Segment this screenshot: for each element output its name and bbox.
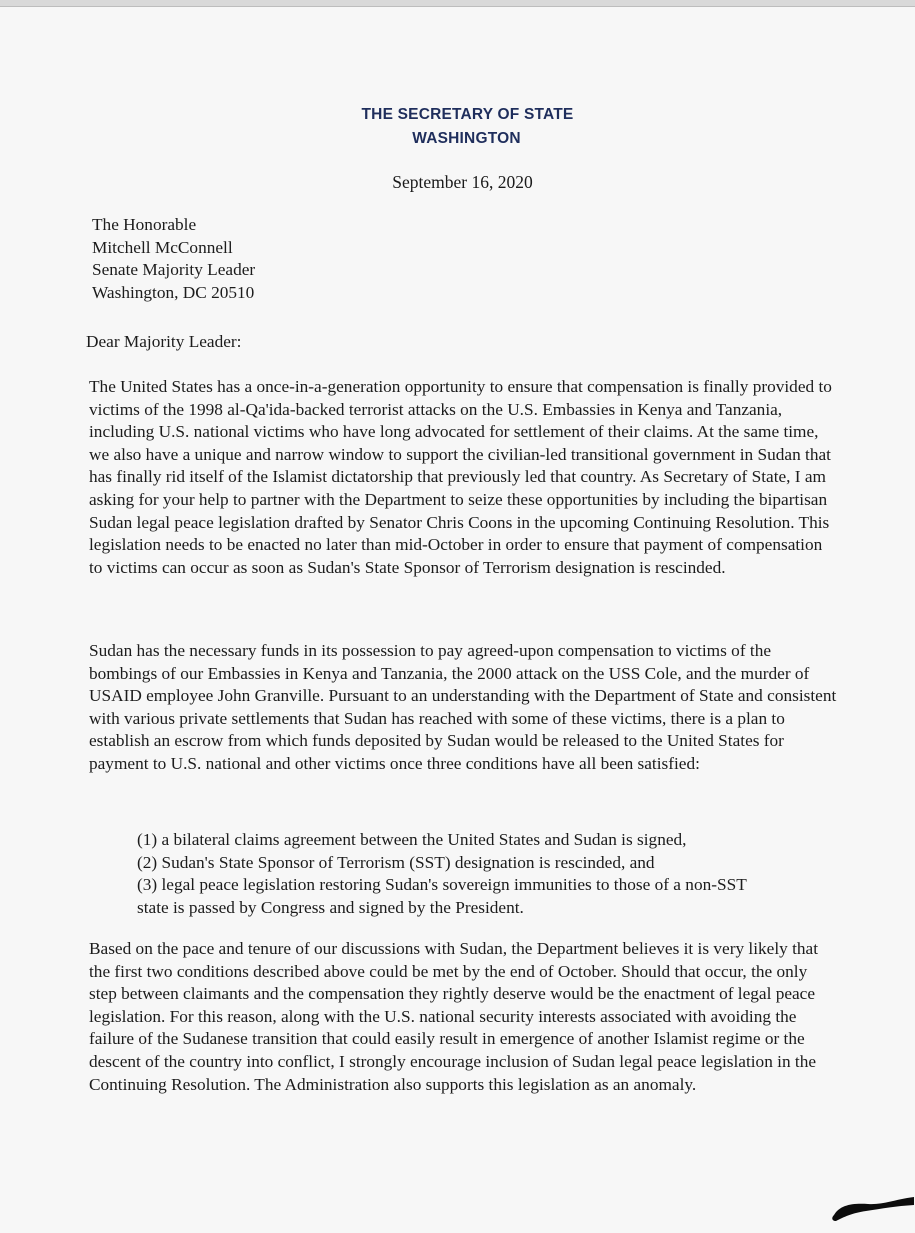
address-line: Senate Majority Leader <box>92 260 256 280</box>
condition-item: (3) legal peace legislation restoring Sudan's sovereign immunities to those of a non-SST <box>137 875 747 895</box>
address-line: Mitchell McConnell <box>92 237 233 257</box>
letter-date: September 16, 2020 <box>392 172 533 192</box>
letter-page <box>0 7 915 1233</box>
condition-item: (1) a bilateral claims agreement between the United States and Sudan is signed, <box>137 830 687 849</box>
body-paragraph-2: Sudan has the necessary funds in its possession to pay agreed-upon compensation to victims of the bombings of our Embassies in Kenya and Tanzania, the 2000 attack on the USS Cole, and the murder of USAID employee John Granville. Pursuant to an understanding with the Department of State and consistent with various private settlements that Sudan has reached with some of these victims, there is a plan to establish an escrow from which funds deposited by Sudan would be released to the United States for payment to U.S. national and other victims once three conditions have all been satisfied: <box>89 641 837 773</box>
condition-item-continuation: state is passed by Congress and signed by the President. <box>137 897 524 917</box>
letterhead-city: WASHINGTON <box>412 130 521 147</box>
letterhead-title: THE SECRETARY OF STATE <box>361 106 574 123</box>
window-top-edge <box>0 0 915 7</box>
salutation: Dear Majority Leader: <box>86 332 242 351</box>
conditions-list <box>137 829 787 919</box>
condition-item: (2) Sudan's State Sponsor of Terrorism (SST) designation is rescinded, and <box>137 852 655 872</box>
body-paragraph-1: The United States has a once-in-a-generation opportunity to ensure that compensation is finally provided to victims of the 1998 al-Qa'ida-backed terrorist attacks on the U.S. Embassies in Kenya and Tanzania, including U.S. national victims who have long advocated for settlement of their claims. At the same time, we also have a unique and narrow window to support the civilian-led transitional government in Sudan that has finally rid itself of the Islamist dictatorship that previously led that country. As Secretary of State, I am asking for your help to partner with the Department to seize these opportunities by including the bipartisan Sudan legal peace legislation drafted by Senator Chris Coons in the upcoming Continuing Resolution. This legislation needs to be enacted no later than mid-October in order to ensure that payment of compensation to victims can occur as soon as Sudan's State Sponsor of Terrorism designation is rescinded. <box>89 377 832 577</box>
address-line: Washington, DC 20510 <box>92 282 255 302</box>
body-paragraph-3: Based on the pace and tenure of our discussions with Sudan, the Department believes it is very likely that the first two conditions described above could be met by the end of October. Should that occur, the only step between claimants and the compensation they rightly deserve would be the enactment of legal peace legislation. For this reason, along with the U.S. national security interests associated with avoiding the failure of the Sudanese transition that could easily result in emergence of another Islamist regime or the descent of the country into conflict, I strongly encourage inclusion of Sudan legal peace legislation in the Continuing Resolution. The Administration also supports this legislation as an anomaly. <box>89 939 818 1094</box>
signature-stroke-icon <box>830 1191 915 1223</box>
recipient-address <box>92 214 255 304</box>
letterhead <box>0 103 915 151</box>
address-line: The Honorable <box>92 215 197 234</box>
